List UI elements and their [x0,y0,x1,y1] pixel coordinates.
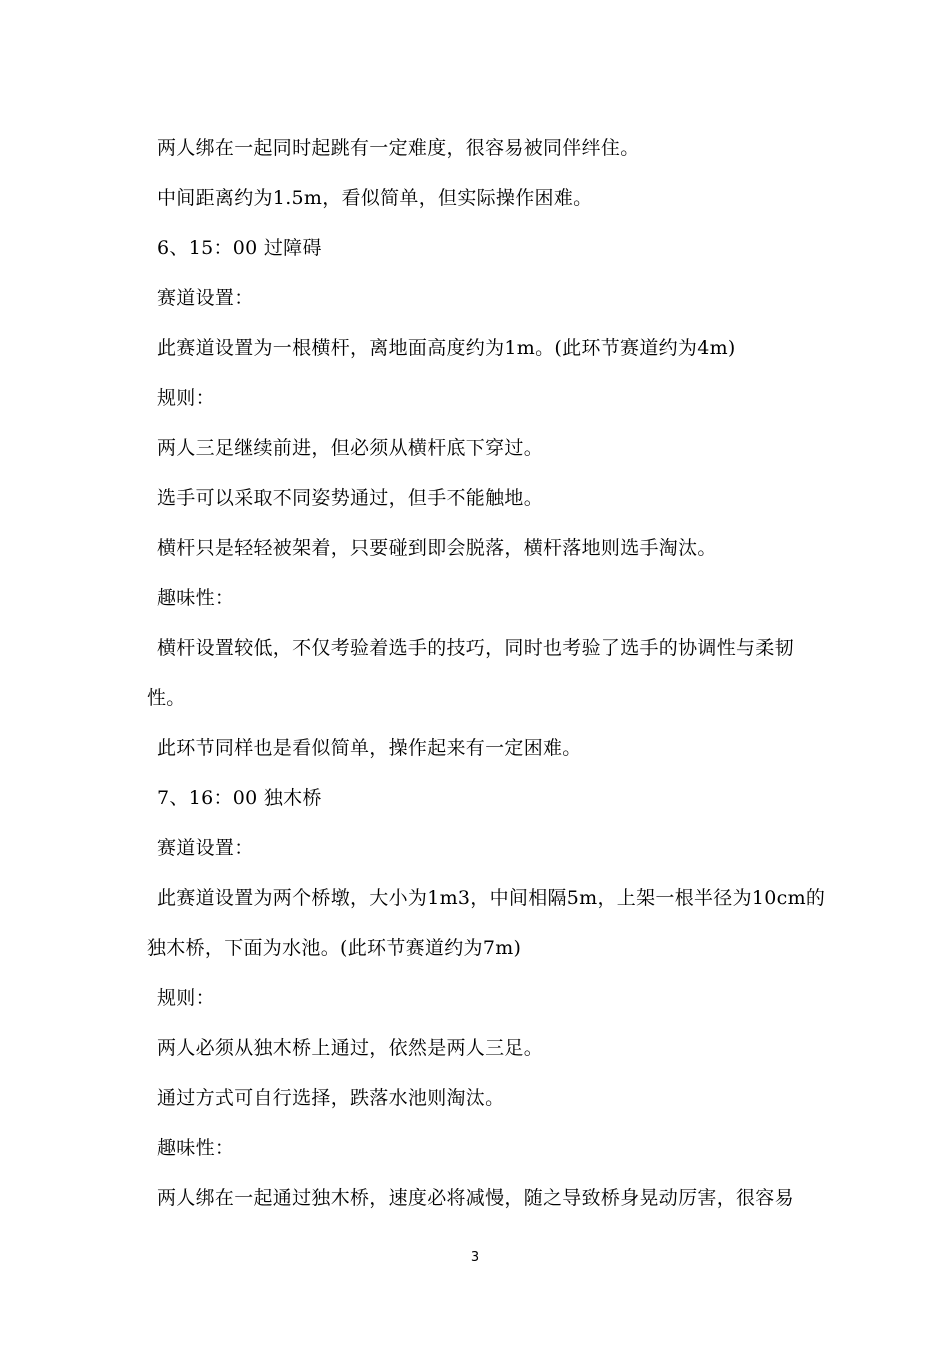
paragraph-line: 规则： [157,387,215,409]
paragraph-line: 趣味性： [157,587,235,609]
paragraph-line: 两人绑在一起通过独木桥，速度必将减慢，随之导致桥身晃动厉害，很容易 [157,1187,794,1209]
paragraph-line: 两人必须从独木桥上通过，依然是两人三足。 [157,1037,544,1059]
paragraph-line: 两人绑在一起同时起跳有一定难度，很容易被同伴绊住。 [157,137,640,159]
paragraph-line: 赛道设置： [157,287,254,309]
paragraph-line: 独木桥，下面为水池。(此环节赛道约为7m) [147,937,522,959]
paragraph-line: 两人三足继续前进，但必须从横杆底下穿过。 [157,437,544,459]
paragraph-line: 中间距离约为1.5m，看似简单，但实际操作困难。 [157,187,593,209]
paragraph-line: 规则： [157,987,215,1009]
paragraph-line: 此赛道设置为一根横杆，离地面高度约为1m。(此环节赛道约为4m) [157,337,736,359]
paragraph-line: 赛道设置： [157,837,254,859]
paragraph-line: 此环节同样也是看似简单，操作起来有一定困难。 [157,737,582,759]
section-heading: 6、15：00 过障碍 [157,237,322,259]
page-number: 3 [470,1250,480,1265]
paragraph-line: 通过方式可自行选择，跌落水池则淘汰。 [157,1087,505,1109]
paragraph-line: 此赛道设置为两个桥墩，大小为1m3，中间相隔5m，上架一根半径为10cm的 [157,887,826,909]
paragraph-line: 横杆只是轻轻被架着，只要碰到即会脱落，横杆落地则选手淘汰。 [157,537,717,559]
paragraph-line: 性。 [147,687,186,709]
paragraph-line: 趣味性： [157,1137,235,1159]
paragraph-line: 选手可以采取不同姿势通过，但手不能触地。 [157,487,544,509]
section-heading: 7、16：00 独木桥 [157,787,322,809]
paragraph-line: 横杆设置较低，不仅考验着选手的技巧，同时也考验了选手的协调性与柔韧 [157,637,794,659]
